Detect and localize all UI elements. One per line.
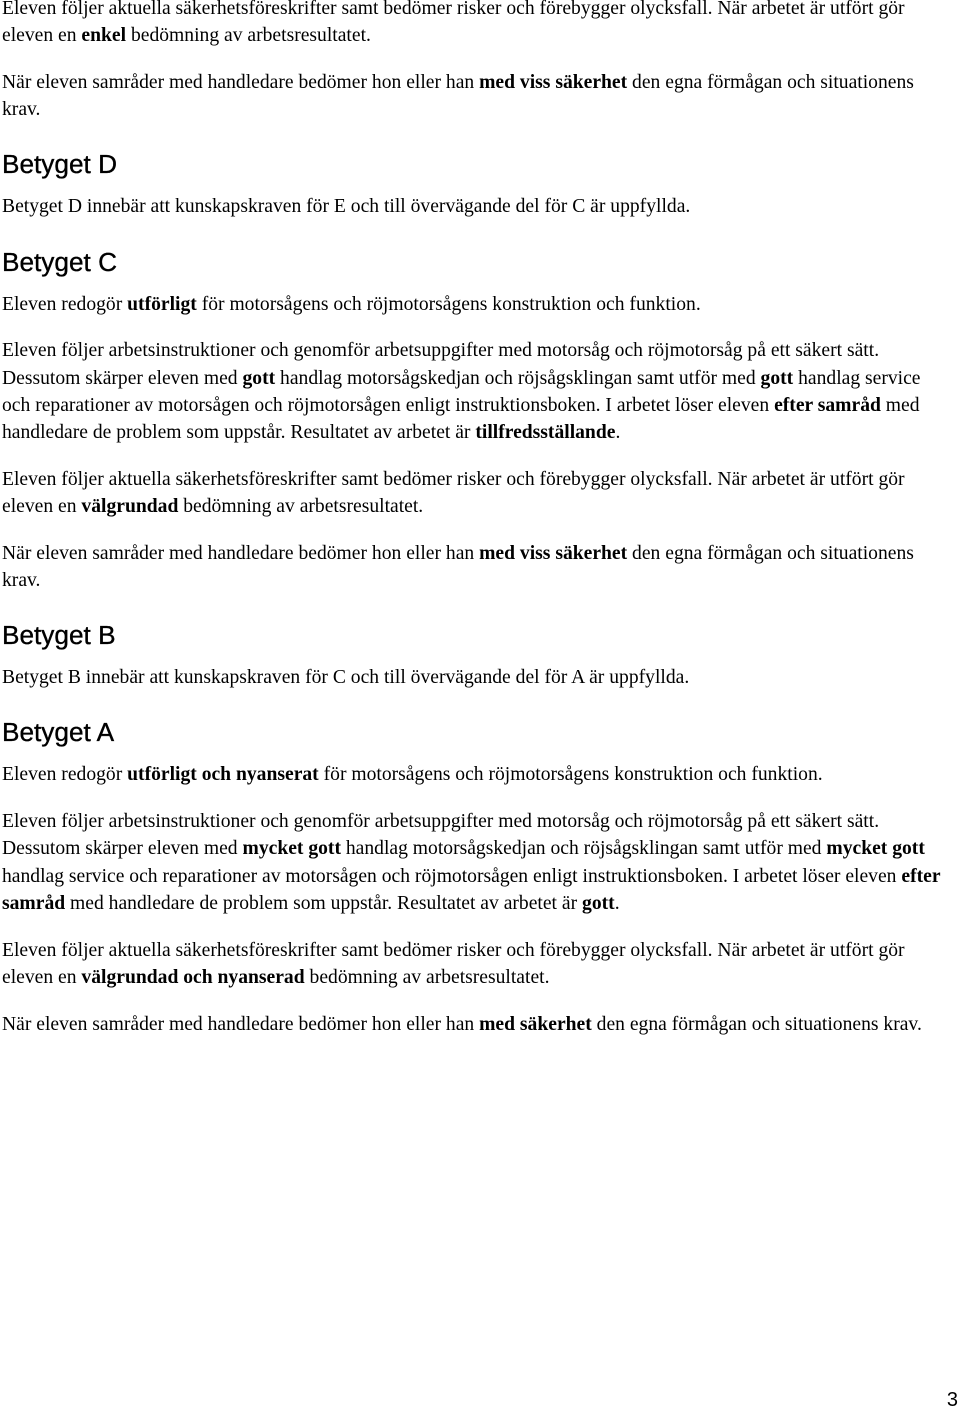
text-run: för motorsågens och röjmotorsågens konstruktion och funktion. (196, 293, 701, 315)
emphasis-text: med viss säkerhet (479, 542, 628, 564)
emphasis-text: utförligt och nyanserat (127, 764, 319, 786)
emphasis-text: efter samråd (774, 394, 881, 416)
document-page (2, 0, 942, 1057)
text-run: . (615, 422, 621, 444)
emphasis-text: gott (582, 892, 615, 914)
emphasis-text: tillfredsställande (475, 422, 616, 444)
text-run: När eleven samråder med handledare bedömer hon eller han (2, 542, 480, 564)
emphasis-text: utförligt (127, 293, 197, 315)
emphasis-text: mycket gott (826, 838, 925, 860)
text-run: handlag motorsågskedjan och röjsågsklingan samt utför med (275, 367, 761, 389)
paragraph (2, 808, 942, 917)
emphasis-text: enkel (81, 25, 127, 47)
text-run: . (614, 892, 620, 914)
text-run: Eleven följer arbetsinstruktioner och genomför arbetsuppgifter med motorsåg och röjmotorsåg på ett säkert sätt. Dessutom skärper eleven med (2, 340, 880, 389)
grade-heading: Betyget B (2, 620, 116, 651)
text-run: för motorsågens och röjmotorsågens konstruktion och funktion. (318, 764, 823, 786)
text-run: bedömning av arbetsresultatet. (178, 496, 424, 518)
paragraph (2, 540, 942, 594)
paragraph (2, 761, 942, 788)
emphasis-text: välgrundad (81, 496, 179, 518)
paragraph (2, 1011, 942, 1038)
text-run: med handledare de problem som uppstår. Resultatet av arbetet är (65, 892, 583, 914)
text-run: den egna förmågan och situationens krav. (2, 542, 914, 592)
emphasis-text: gott (242, 367, 276, 389)
paragraph (2, 937, 942, 991)
text-run: handlag service och reparationer av motorsågen och röjmotorsågen enligt instruktionsboken. I arbetet löser eleven (2, 367, 921, 416)
paragraph (2, 193, 942, 220)
paragraph (2, 291, 942, 318)
emphasis-text: efter samråd (2, 865, 941, 914)
text-run: handlag service och reparationer av motorsågen och röjmotorsågen enligt instruktionsboken. I arbetet löser eleven (2, 865, 902, 887)
emphasis-text: med säkerhet (479, 1013, 592, 1035)
text-run: Eleven följer aktuella säkerhetsföreskrifter samt bedömer risker och förebygger olycksfall. När arbetet är utfört gör eleven en (2, 0, 905, 47)
text-run: Eleven följer aktuella säkerhetsföreskrifter samt bedömer risker och förebygger olycksfall. När arbetet är utfört gör eleven en (2, 468, 905, 518)
text-run: Eleven redogör (2, 764, 128, 786)
page-number: 3 (946, 1389, 958, 1411)
paragraph (2, 337, 942, 446)
text-run: handlag motorsågskedjan och röjsågsklingan samt utför med (340, 838, 827, 860)
text-run: den egna förmågan och situationens krav. (591, 1013, 922, 1035)
emphasis-text: mycket gott (242, 838, 341, 860)
text-run: Betyget B innebär att kunskapskraven för C och till övervägande del för A är uppfyllda. (2, 667, 690, 689)
paragraph (2, 466, 942, 520)
text-run: Eleven följer arbetsinstruktioner och genomför arbetsuppgifter med motorsåg och röjmotorsåg på ett säkert sätt. Dessutom skärper eleven med (2, 811, 880, 860)
text-run: När eleven samråder med handledare bedömer hon eller han (2, 1013, 480, 1035)
text-run: den egna förmågan och situationens krav. (2, 72, 914, 121)
grade-heading: Betyget C (2, 246, 117, 277)
text-run: Eleven följer aktuella säkerhetsföreskrifter samt bedömer risker och förebygger olycksfall. När arbetet är utfört gör eleven en (2, 939, 905, 988)
paragraph (2, 69, 942, 123)
text-run: Eleven redogör (2, 293, 128, 315)
text-run: bedömning av arbetsresultatet. (304, 966, 550, 988)
emphasis-text: välgrundad och nyanserad (81, 966, 305, 988)
paragraph (2, 0, 942, 49)
text-run: När eleven samråder med handledare bedömer hon eller han (2, 72, 480, 93)
text-run: med handledare de problem som uppstår. Resultatet av arbetet är (2, 394, 920, 444)
paragraph (2, 664, 942, 691)
emphasis-text: gott (760, 367, 794, 389)
text-run: bedömning av arbetsresultatet. (126, 25, 371, 47)
grade-heading: Betyget D (2, 149, 117, 180)
text-run: Betyget D innebär att kunskapskraven för E och till övervägande del för C är uppfyllda. (2, 196, 691, 218)
emphasis-text: med viss säkerhet (479, 72, 628, 93)
grade-heading: Betyget A (2, 717, 115, 748)
